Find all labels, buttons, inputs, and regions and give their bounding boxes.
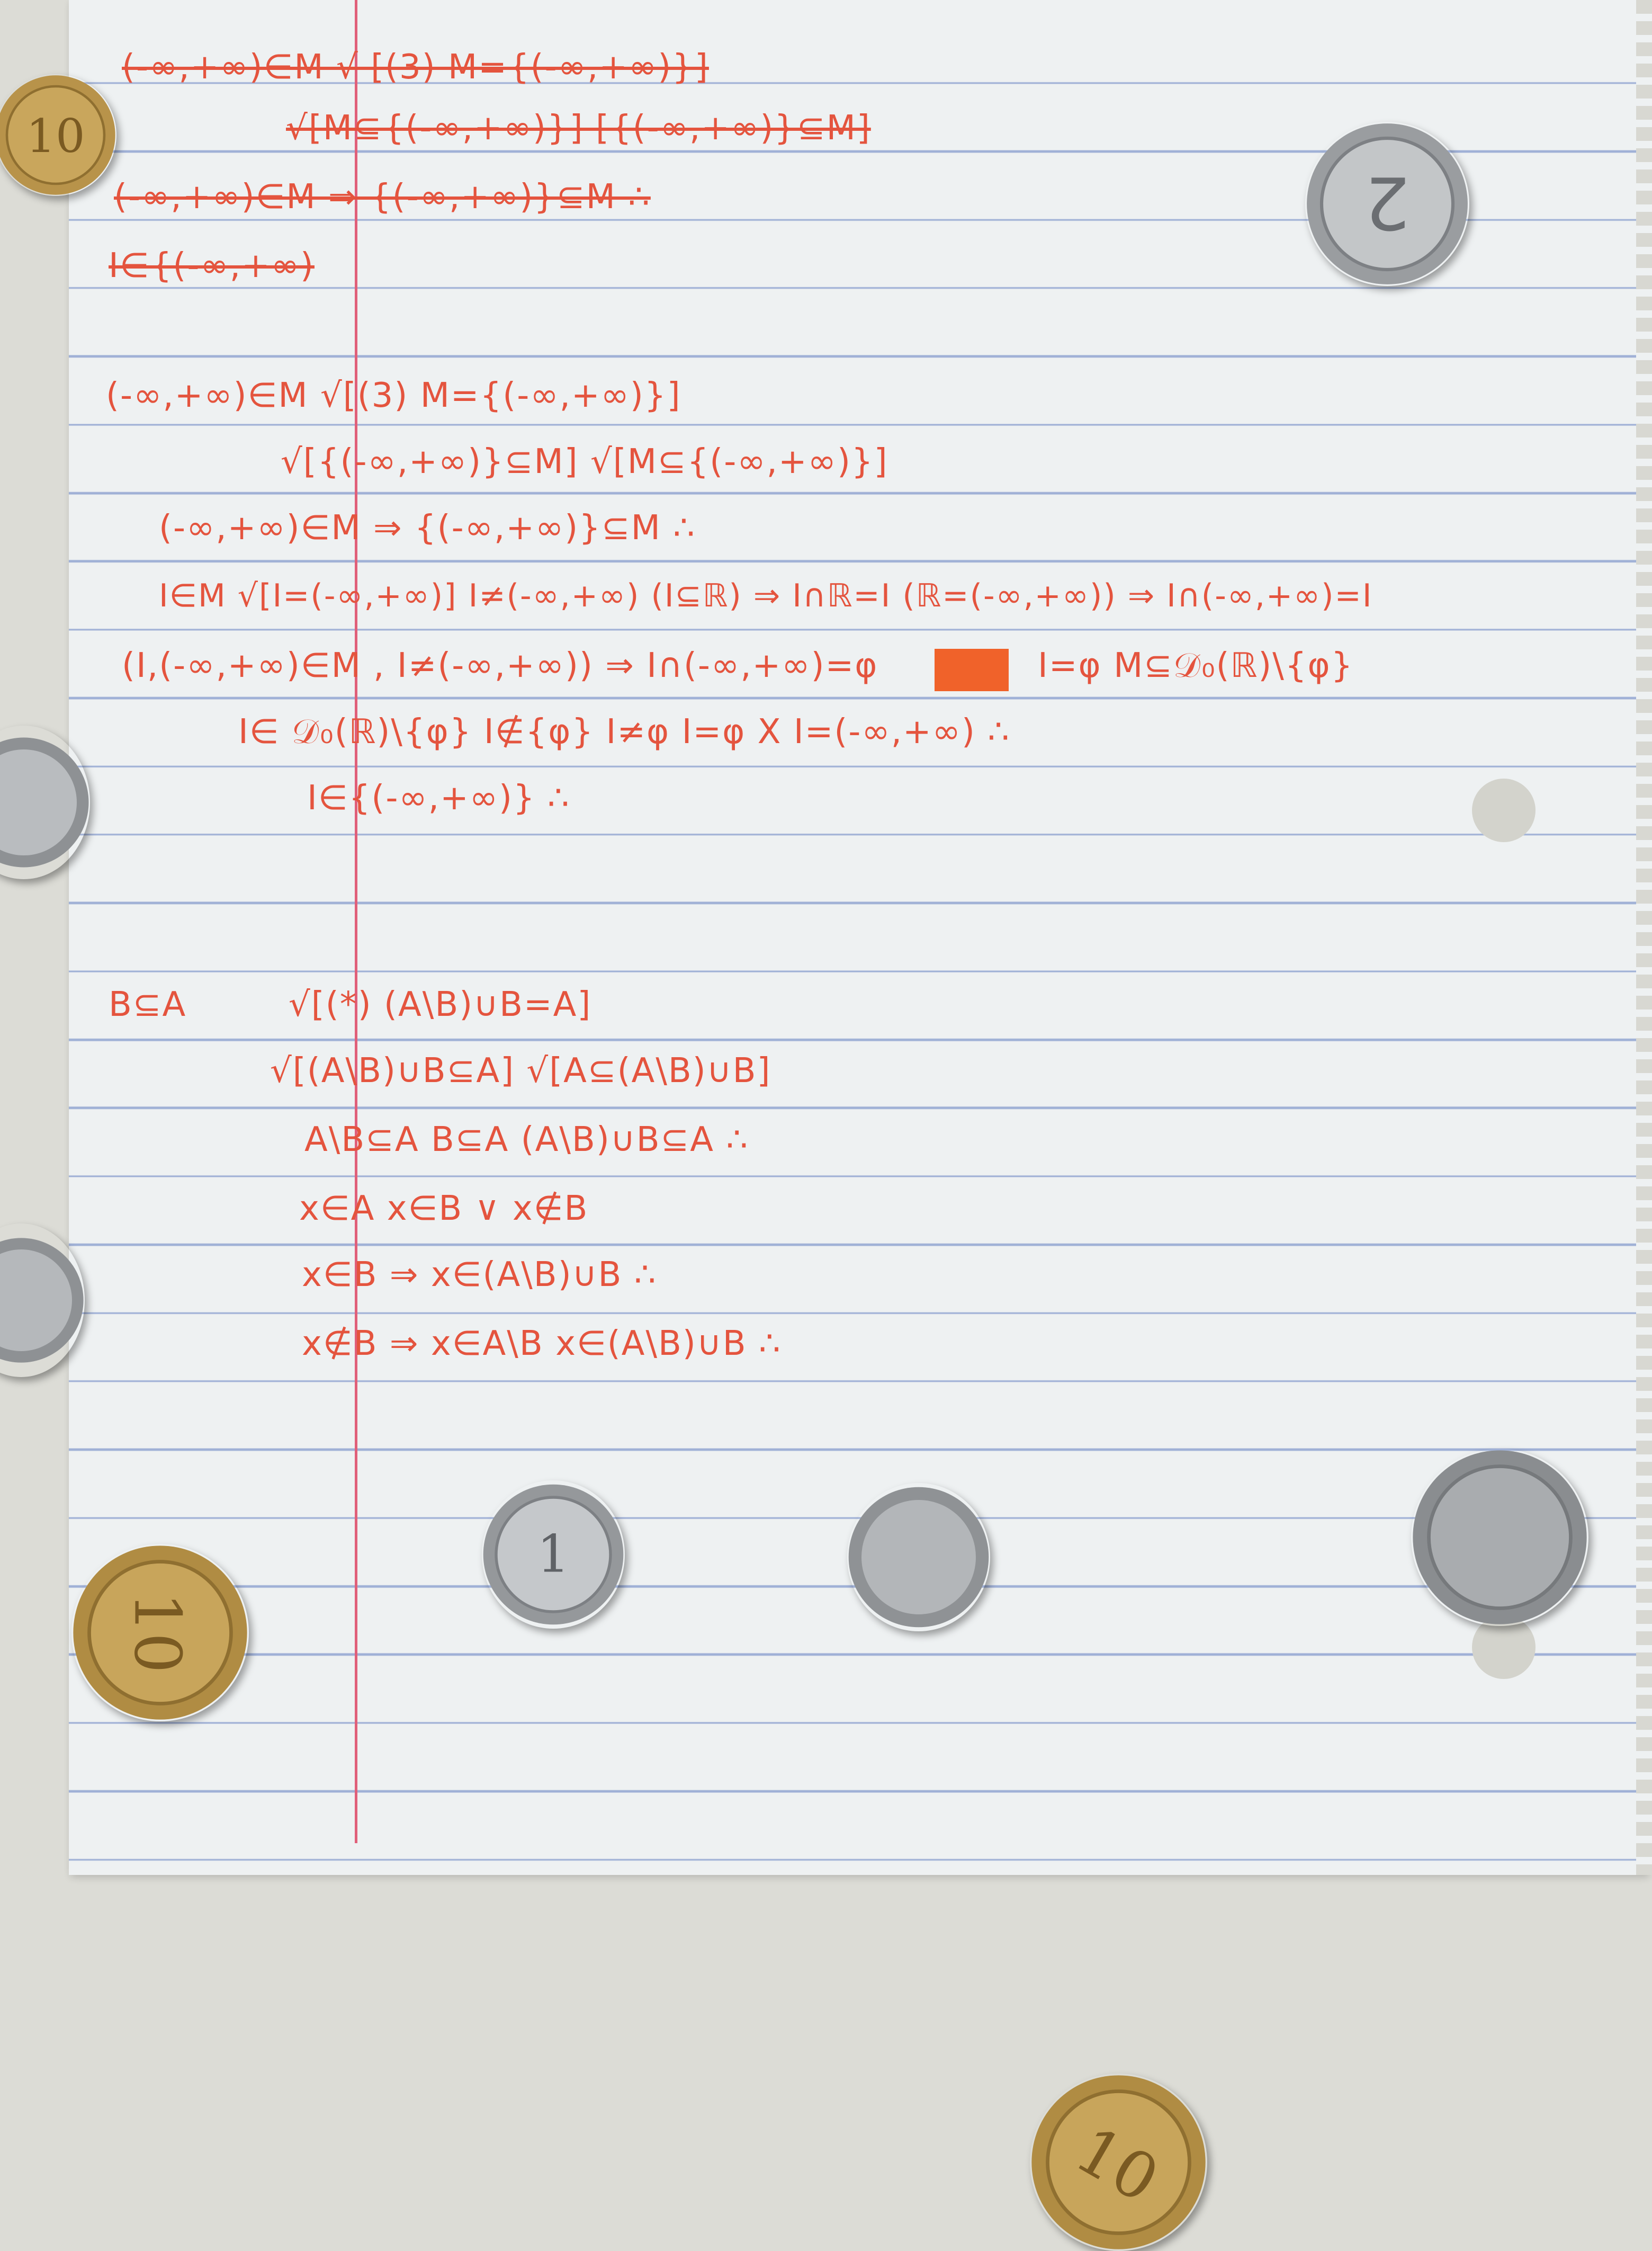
coin-value: 2 <box>1364 160 1411 245</box>
coin-5-shekel <box>1411 1449 1588 1626</box>
coin-2-shekel <box>1305 122 1469 286</box>
coin-10-agorot-bottom-left <box>71 1544 249 1721</box>
proof1-line-5: (I,(-∞,+∞)∈M , I≠(-∞,+∞)) ⇒ I∩(-∞,+∞)=φ <box>122 646 878 685</box>
proof1-line-7: I∈ 𝒟₀(ℝ)\{φ} I∉{φ} I≠φ I=φ X I=(-∞,+∞) ∴ <box>238 712 1011 752</box>
proof2-line-6: x∈B ⇒ x∈(A\B)∪B ∴ <box>302 1255 657 1294</box>
proof1-line-8: I∈{(-∞,+∞)} ∴ <box>307 779 570 818</box>
spiral-edge <box>1636 0 1652 1875</box>
coin-10-agorot-bottom-center <box>1030 2074 1207 2251</box>
proof2-line-5: x∈A x∈B ∨ x∉B <box>299 1189 589 1228</box>
crossed-line-1: (-∞,+∞)∈M √ [(3) M={(-∞,+∞)}] <box>122 48 709 87</box>
coin-value: 10 <box>1063 2112 1171 2218</box>
coin-half-shekel-center <box>847 1483 990 1631</box>
coin-1-shekel <box>482 1480 625 1629</box>
margin-line <box>355 0 357 1843</box>
proof2-line-3: √[(A\B)∪B⊆A] √[A⊆(A\B)∪B] <box>270 1051 771 1091</box>
proof1-line-3: (-∞,+∞)∈M ⇒ {(-∞,+∞)}⊆M ∴ <box>159 508 696 548</box>
coin-half-shekel-left <box>0 726 90 879</box>
proof1-line-2: √[{(-∞,+∞)}⊆M] √[M⊆{(-∞,+∞)}] <box>281 442 888 481</box>
coin-value: 10 <box>120 1592 194 1674</box>
crossed-line-4: I∈{(-∞,+∞) <box>109 246 315 285</box>
highlighter-blot <box>935 649 1009 691</box>
coin-half-shekel-lily <box>0 1223 85 1377</box>
coin-value: 10 <box>26 109 85 164</box>
coin-value: 1 <box>537 1524 570 1584</box>
crossed-line-3: (-∞,+∞)∈M ⇒ {(-∞,+∞)}⊆M ∴ <box>114 177 651 217</box>
proof2-line-7: x∉B ⇒ x∈A\B x∈(A\B)∪B ∴ <box>302 1324 782 1363</box>
crossed-line-2: √[M⊆{(-∞,+∞)}] [{(-∞,+∞)}⊆M] <box>286 109 871 148</box>
proof2-line-1: B⊆A <box>109 985 187 1024</box>
proof1-line-1: (-∞,+∞)∈M √[(3) M={(-∞,+∞)}] <box>106 376 681 415</box>
coin-10-agorot-top-left <box>0 74 116 196</box>
proof1-line-4: I∈M √[I=(-∞,+∞)] I≠(-∞,+∞) (I⊆ℝ) ⇒ I∩ℝ=I (ℝ=(-∞,+∞)) ⇒ I∩(-∞,+∞)=I <box>159 577 1373 614</box>
proof2-line-4: A\B⊆A B⊆A (A\B)∪B⊆A ∴ <box>304 1120 749 1159</box>
proof1-line-6: I=φ M⊆𝒟₀(ℝ)\{φ} <box>1038 646 1354 685</box>
proof2-line-2: √[(*) (A\B)∪B=A] <box>289 985 592 1024</box>
punch-hole <box>1472 779 1536 842</box>
